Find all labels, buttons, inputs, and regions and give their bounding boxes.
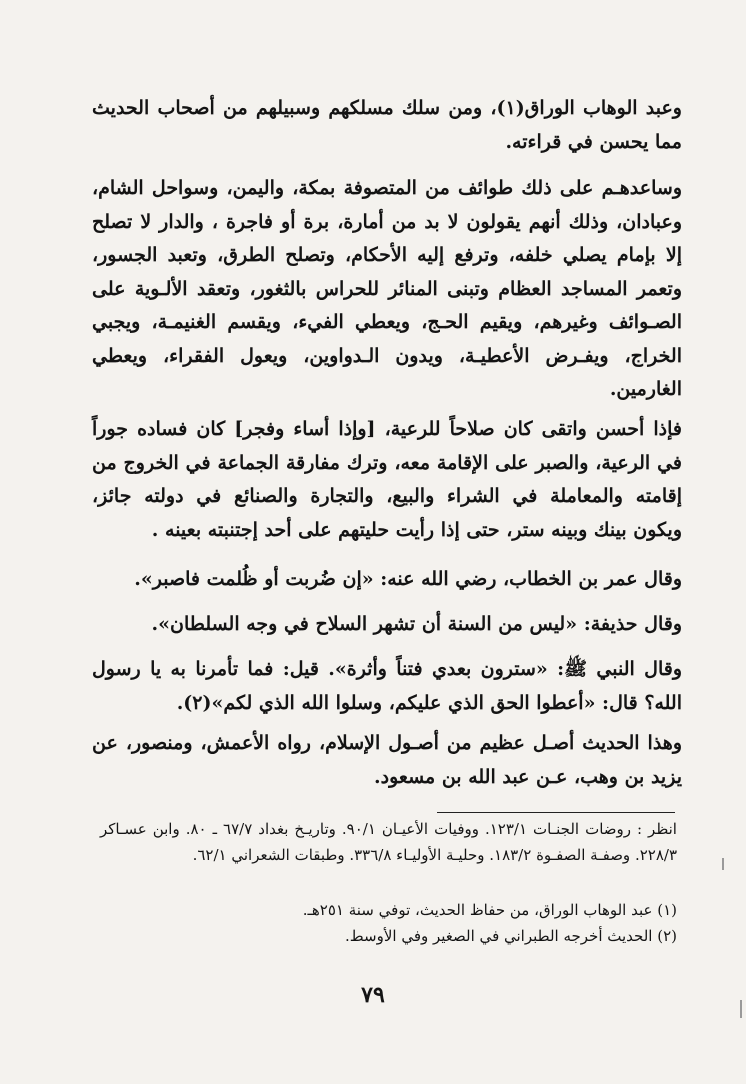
scan-edge-mark xyxy=(740,1000,742,1018)
footnote-2 xyxy=(100,924,677,950)
footnote-sources-text: انظر : روضات الجنـات ١٢٣/١. ووفيات الأعيـان ٩٠/١. وتاريـخ بغداد ٦٧/٧ ـ ٨٠. وابن عسـاكر ٢٢٨/٣. وصفـة الصفـوة ١٨٣/٢. وحليـة الأوليـاء ٣٣٦/٨. وطبقات الشعراني ٦٢/١. xyxy=(100,820,677,864)
paragraph-text: وهذا الحديث أصـل عظيم من أصـول الإسلام، رواه الأعمش، ومنصور، عن يزيد بن وهب، عـن عبد الله بن مسعود. xyxy=(92,732,682,788)
paragraph-text: وقال النبي ﷺ: «سترون بعدي فتناً وأثرة». قيل: فما تأمرنا به يا رسول الله؟ قال: «أعطوا الحق الذي عليكم، وسلوا الله الذي لكم»(٢). xyxy=(92,658,682,714)
footnote-1 xyxy=(100,898,677,924)
footnote-2-text: (٢) الحديث أخرجه الطبراني في الصغير وفي الأوسط. xyxy=(345,927,677,945)
paragraph-text: فإذا أحسن واتقى كان صلاحاً للرعية، [وإذا أساء وفجر] كان فساده جوراً في الرعية، والصبر على الإقامة معه، وترك مفارقة الجماعة في الخروج من إقامته والمعاملة في الشراء والبيع، والتجارة والصنائع في دولته جائز، ويكون بينك وبينه ستر، حتى إذا رأيت حليتهم على أحد إجتنبته بعينه . xyxy=(92,418,682,541)
paragraph-quote-umar xyxy=(92,563,682,597)
paragraph xyxy=(92,413,682,547)
scan-edge-mark xyxy=(722,858,724,870)
page-number: ٧٩ xyxy=(361,982,385,1008)
paragraph xyxy=(92,727,682,794)
paragraph-text: وعبد الوهاب الوراق(١)، ومن سلك مسلكهم وسبيلهم من أصحاب الحديث مما يحسن في قراءته. xyxy=(92,97,682,153)
paragraph-hadith xyxy=(92,653,682,720)
paragraph-text: وساعدهـم على ذلك طوائف من المتصوفة بمكة، واليمن، وسواحل الشام، وعبادان، وذلك أنهم يقولون لا بد من أمارة، برة أو فاجرة ، والدار لا تصلح إلا بإمام يصلي خلفه، وترفع إليه الأحكام، وتصلح الطرق، وتعبد الجسور، وتعمر المساجد العظام وتبنى المنائر للحراس بالثغور، وتعقد الألـوية على الصـوائف وغيرهم، ويقيم الحـج، ويعطي الفيء، ويقسم الغنيمـة، ويجبي الخراج، ويفـرض الأعطيـة، ويدون الـدواوين، ويعول الفقراء، ويعطي الغارمين. xyxy=(92,177,682,400)
paragraph xyxy=(92,172,682,407)
paragraph xyxy=(92,92,682,159)
paragraph-text: وقال حذيفة: «ليس من السنة أن تشهر السلاح في وجه السلطان». xyxy=(151,613,682,635)
footnote-1-text: (١) عبد الوهاب الوراق، من حفاظ الحديث، توفي سنة ٢٥١هـ. xyxy=(302,901,677,919)
footnote-sources xyxy=(100,817,677,868)
paragraph-text: وقال عمر بن الخطاب، رضي الله عنه: «إن ضُربت أو ظُلمت فاصبر». xyxy=(134,568,682,590)
footnote-separator xyxy=(437,812,675,813)
paragraph-quote-hudhayfa xyxy=(92,608,682,642)
